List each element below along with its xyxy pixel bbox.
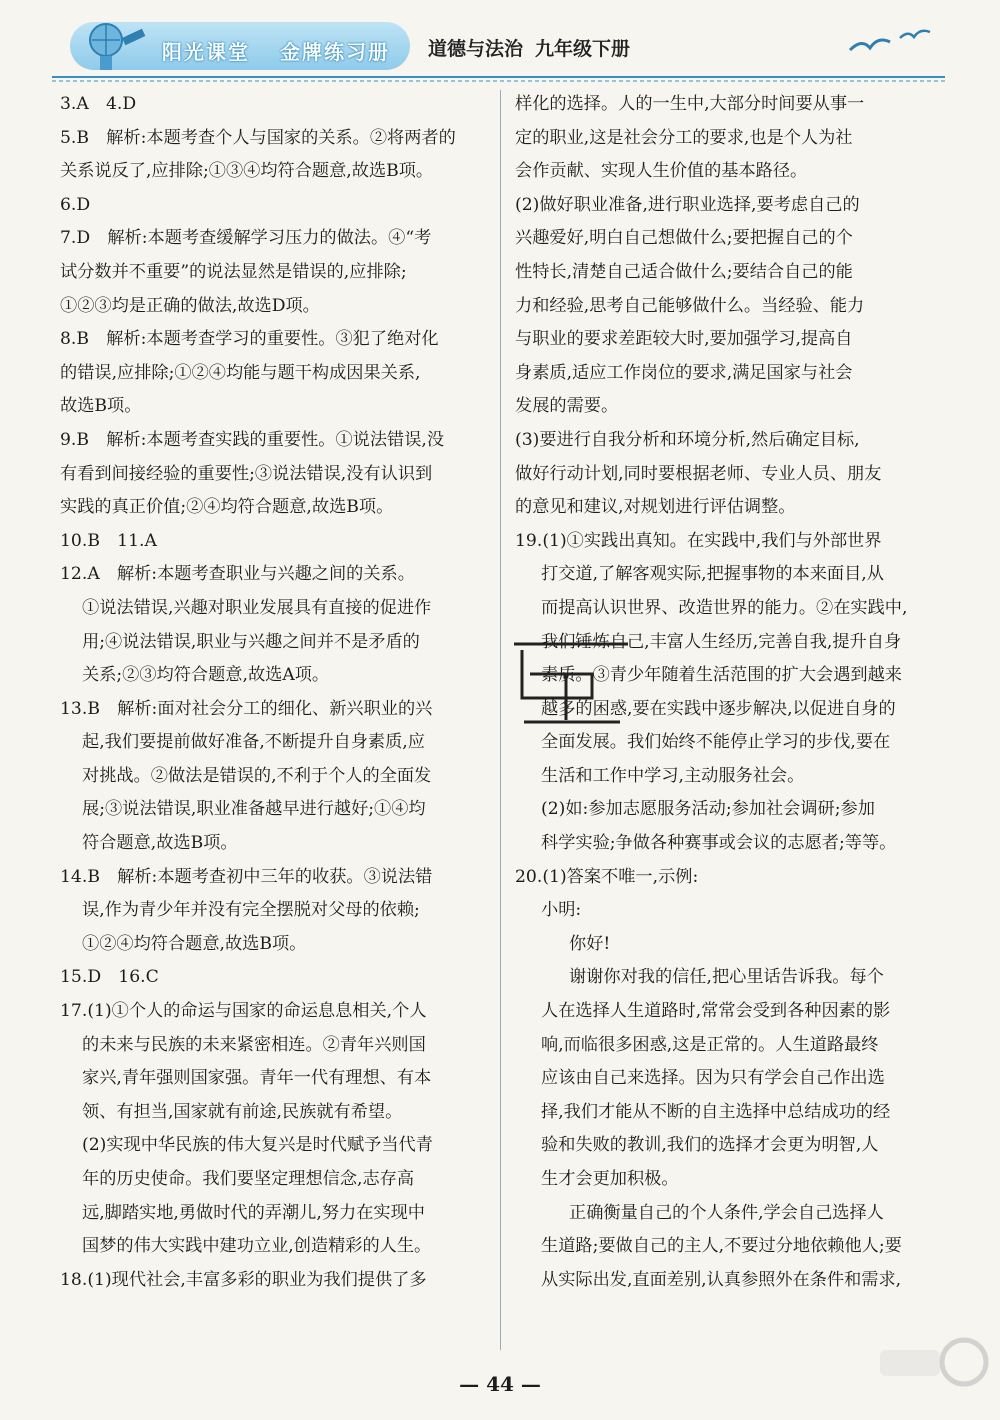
text-line: (2)如:参加志愿服务活动;参加社会调研;参加 — [541, 799, 875, 820]
text-line: 我们锤炼自己,丰富人生经历,完善自我,提升自身 — [541, 631, 902, 652]
text-line: 12.A 解析:本题考查职业与兴趣之间的关系。 — [60, 564, 415, 585]
text-line: 展;③说法错误,职业准备越早进行越好;①④均 — [82, 799, 426, 820]
text-line: (3)要进行自我分析和环境分析,然后确定目标, — [515, 429, 860, 450]
text-line: 10.B 11.A — [60, 530, 157, 551]
text-line: 会作贡献、实现人生价值的基本路径。 — [515, 161, 808, 182]
text-line: 年的历史使命。我们要坚定理想信念,志存高 — [82, 1169, 415, 1189]
text-line: 生才会更加积极。 — [541, 1169, 679, 1189]
text-line: 响,而临很多困惑,这是正常的。人生道路最终 — [541, 1034, 879, 1055]
header-rule — [52, 74, 945, 84]
column-divider — [500, 90, 501, 1350]
text-line: 择,我们才能从不断的自主选择中总结成功的经 — [541, 1101, 891, 1122]
text-line: 的意见和建议,对规划进行评估调整。 — [515, 497, 796, 518]
text-line: 越多的困惑,要在实践中逐步解决,以促进自身的 — [541, 698, 896, 719]
text-line: 人在选择人生道路时,常常会受到各种因素的影 — [541, 1001, 891, 1022]
text-line: 打交道,了解客观实际,把握事物的本来面目,从 — [541, 564, 884, 585]
text-line: 符合题意,故选B项。 — [82, 833, 238, 854]
text-line: 关系;②③均符合题意,故选A项。 — [82, 665, 330, 686]
text-line: 6.D — [60, 194, 91, 215]
text-line: (2)做好职业准备,进行职业选择,要考虑自己的 — [515, 194, 860, 215]
text-line: 家兴,青年强则国家强。青年一代有理想、有本 — [82, 1068, 432, 1089]
text-line: 力和经验,思考自己能够做什么。当经验、能力 — [515, 295, 865, 316]
text-line: 13.B 解析:面对社会分工的细化、新兴职业的兴 — [60, 698, 433, 719]
text-line: 兴趣爱好,明白自己想做什么;要把握自己的个 — [515, 228, 853, 249]
birds-icon — [840, 20, 940, 68]
text-line: 9.B 解析:本题考查实践的重要性。①说法错误,没 — [60, 429, 445, 450]
text-line: 5.B 解析:本题考查个人与国家的关系。②将两者的 — [60, 127, 456, 148]
text-line: 试分数并不重要”的说法显然是错误的,应排除; — [60, 261, 407, 282]
text-line: 领、有担当,国家就有前途,民族就有希望。 — [82, 1101, 403, 1122]
text-line: 19.(1)①实践出真知。在实践中,我们与外部世界 — [515, 530, 882, 551]
brand-right: 金牌练习册 — [280, 40, 390, 64]
text-line: 故选B项。 — [60, 396, 142, 417]
text-line: 有看到间接经验的重要性;③说法错误,没有认识到 — [60, 463, 433, 484]
text-line: ①②④均符合题意,故选B项。 — [82, 933, 307, 954]
text-line: 生活和工作中学习,主动服务社会。 — [541, 765, 805, 786]
text-line: 起,我们要提前做好准备,不断提升自身素质,应 — [82, 732, 425, 753]
text-line: 的未来与民族的未来紧密相连。②青年兴则国 — [82, 1034, 426, 1055]
text-line: 而提高认识世界、改造世界的能力。②在实践中, — [541, 597, 908, 618]
text-line: (2)实现中华民族的伟大复兴是时代赋予当代青 — [82, 1135, 433, 1156]
text-line: 你好! — [569, 933, 611, 954]
text-line: 应该由自己来选择。因为只有学会自己作出选 — [541, 1068, 885, 1089]
text-line: 17.(1)①个人的命运与国家的命运息息相关,个人 — [60, 1001, 427, 1022]
text-line: 误,作为青少年并没有完全摆脱对父母的依赖; — [82, 900, 420, 921]
page-number: — 44 — — [459, 1372, 541, 1396]
text-line: 定的职业,这是社会分工的要求,也是个人为社 — [515, 127, 853, 148]
text-line: 性特长,清楚自己适合做什么;要结合自己的能 — [515, 261, 853, 282]
text-line: 正确衡量自己的个人条件,学会自己选择人 — [569, 1202, 884, 1223]
text-line: 与职业的要求差距较大时,要加强学习,提高自 — [515, 329, 853, 350]
text-line: 谢谢你对我的信任,把心里话告诉我。每个 — [569, 967, 884, 988]
text-line: 样化的选择。人的一生中,大部分时间要从事一 — [515, 94, 865, 114]
answer-column-left — [60, 88, 490, 1297]
text-line: 7.D 解析:本题考查缓解学习压力的做法。④“考 — [60, 228, 432, 249]
text-line: 3.A 4.D — [60, 94, 137, 114]
text-line: 科学实验;争做各种赛事或会议的志愿者;等等。 — [541, 833, 897, 854]
text-line: ①说法错误,兴趣对职业发展具有直接的促进作 — [82, 597, 432, 618]
text-line: 的错误,应排除;①②④均能与题干构成因果关系, — [60, 362, 421, 383]
text-line: 全面发展。我们始终不能停止学习的步伐,要在 — [541, 732, 891, 753]
text-line: ①②③均是正确的做法,故选D项。 — [60, 295, 320, 316]
text-line: 发展的需要。 — [515, 396, 619, 417]
text-line: 国梦的伟大实践中建功立业,创造精彩的人生。 — [82, 1236, 432, 1257]
handwritten-stamp-mark — [508, 628, 638, 778]
text-line: 验和失败的教训,我们的选择才会更为明智,人 — [541, 1135, 879, 1156]
text-line: 生道路;要做自己的主人,不要过分地依赖他人;要 — [541, 1236, 902, 1257]
text-line: 18.(1)现代社会,丰富多彩的职业为我们提供了多 — [60, 1269, 427, 1290]
text-line: 14.B 解析:本题考查初中三年的收获。③说法错 — [60, 866, 433, 887]
text-line: 身素质,适应工作岗位的要求,满足国家与社会 — [515, 362, 853, 383]
text-line: 实践的真正价值;②④均符合题意,故选B项。 — [60, 497, 394, 518]
page-header — [40, 14, 945, 76]
text-line: 15.D 16.C — [60, 967, 159, 988]
text-line: 8.B 解析:本题考查学习的重要性。③犯了绝对化 — [60, 329, 439, 350]
text-line: 20.(1)答案不唯一,示例: — [515, 866, 699, 887]
text-line: 远,脚踏实地,勇做时代的弄潮儿,努力在实现中 — [82, 1202, 425, 1223]
grade-title: 九年级下册 — [535, 38, 631, 60]
text-line: 从实际出发,直面差别,认真参照外在条件和需求, — [541, 1269, 902, 1290]
globe-telescope-icon — [76, 18, 148, 74]
text-line: 对挑战。②做法是错误的,不利于个人的全面发 — [82, 765, 432, 786]
text-line: 小明: — [541, 900, 582, 921]
brand-left: 阳光课堂 — [162, 40, 250, 64]
text-line: 用;④说法错误,职业与兴趣之间并不是矛盾的 — [82, 631, 420, 652]
text-line: 关系说反了,应排除;①③④均符合题意,故选B项。 — [60, 161, 434, 182]
text-line: 素质。③青少年随着生活范围的扩大会遇到越来 — [541, 665, 902, 686]
subject-title: 道德与法治 — [428, 38, 524, 60]
text-line: 做好行动计划,同时要根据老师、专业人员、朋友 — [515, 463, 882, 484]
brand-banner — [70, 22, 410, 70]
